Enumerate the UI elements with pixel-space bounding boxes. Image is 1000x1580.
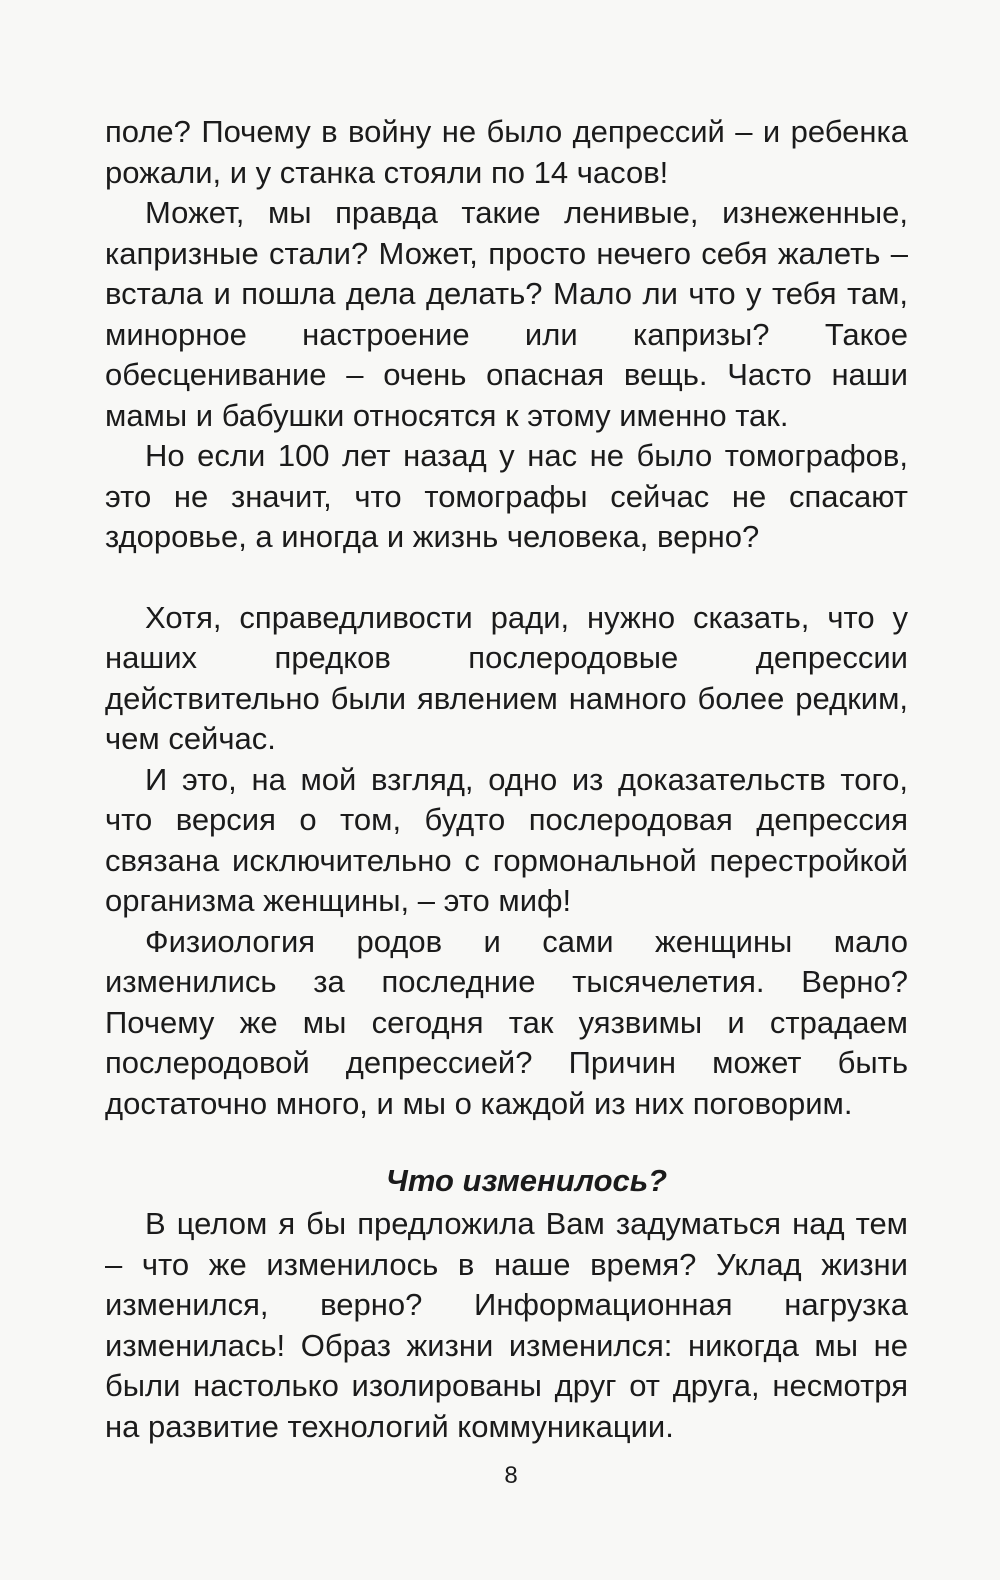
- page-number: 8: [504, 1462, 518, 1489]
- paragraph-gap: [105, 558, 908, 598]
- paragraph: И это, на мой взгляд, одно из доказательств того, что версия о том, будто послеродовая депрессия связана исключительно с гормональной перестройкой организма женщины, – это миф!: [105, 761, 908, 918]
- paragraph: Физиология родов и сами женщины мало изменились за последние тысячелетия. Верно? Почему же мы сегодня так уязвимы и страдаем послеродовой депрессией? Причин может быть достаточно много, и мы о каждой из них поговорим.: [105, 923, 908, 1121]
- text-column: [105, 112, 908, 1447]
- paragraph: Хотя, справедливости ради, нужно сказать, что у наших предков послеродовые депрессии действительно были явлением намного более редким, чем сейчас.: [105, 599, 908, 756]
- paragraph: Но если 100 лет назад у нас не было томографов, это не значит, что томографы сейчас не спасают здоровье, а иногда и жизнь человека, верно?: [105, 438, 908, 554]
- section-heading: Что изменилось?: [385, 1163, 668, 1198]
- paragraph-gap: [105, 1124, 908, 1158]
- paragraph: В целом я бы предложила Вам задуматься над тем – что же изменилось в наше время? Уклад жизни изменился, верно? Информационная нагрузка изменилась! Образ жизни изменился: никогда мы не были настолько изолированы друг от друга, несмотря на развитие технологий коммуникации.: [105, 1206, 908, 1444]
- paragraph: поле? Почему в войну не было депрессий – и ребенка рожали, и у станка стояли по 14 часов!: [105, 114, 908, 190]
- paragraph: Может, мы правда такие ленивые, изнеженные, капризные стали? Может, просто нечего себя жалеть – встала и пошла дела делать? Мало ли что у тебя там, минорное настроение или капризы? Такое обесценивание – очень опасная вещь. Часто наши мамы и бабушки относятся к этому именно так.: [105, 195, 908, 433]
